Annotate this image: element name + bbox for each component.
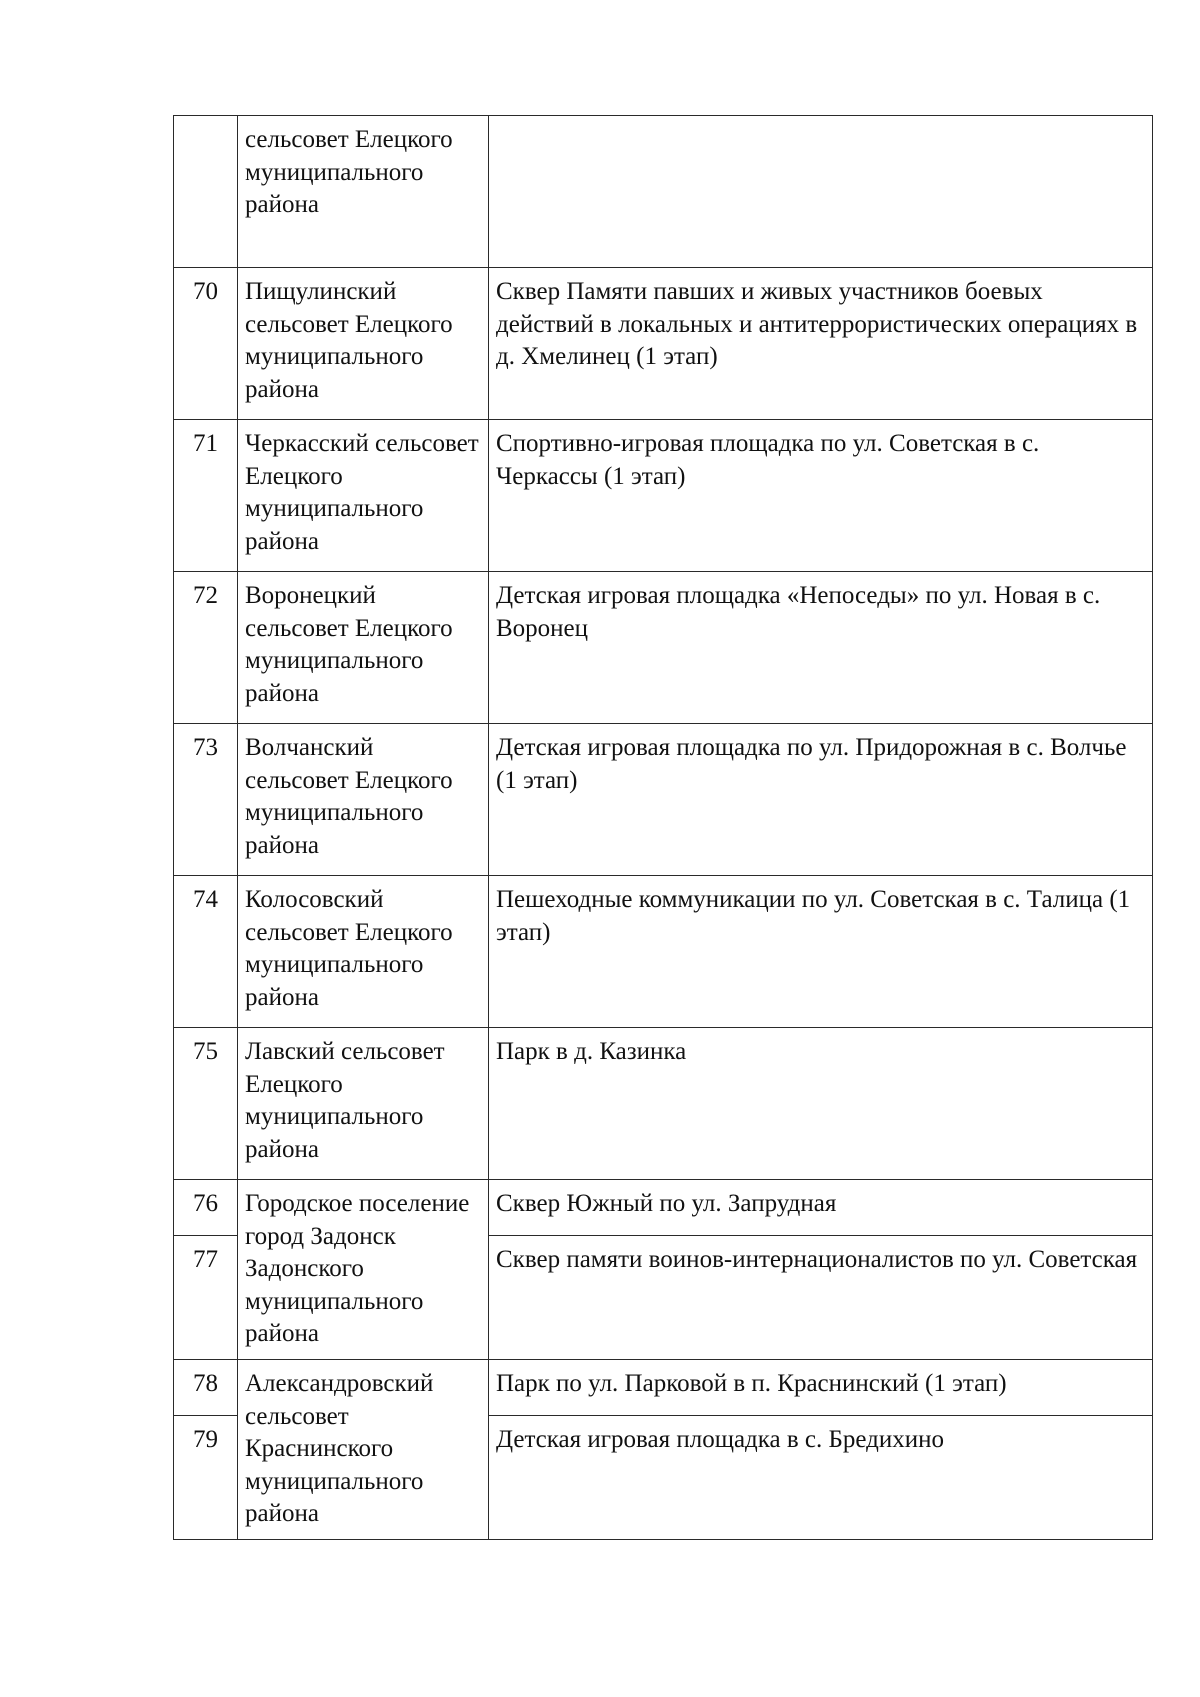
municipality-cell: Лавский сельсовет Елецкого муниципального района [238,1028,489,1180]
object-cell: Сквер Южный по ул. Запрудная [489,1180,1153,1236]
table-row [174,1359,1153,1415]
object-cell: Парк в д. Казинка [489,1028,1153,1180]
row-number: 70 [174,268,238,420]
row-number: 71 [174,420,238,572]
object-cell: Парк по ул. Парковой в п. Краснинский (1 этап) [489,1359,1153,1415]
row-number: 73 [174,724,238,876]
table-row [174,724,1153,876]
municipality-cell: Воронецкий сельсовет Елецкого муниципального района [238,572,489,724]
municipality-cell: сельсовет Елецкого муниципального района [238,116,489,268]
object-cell: Сквер памяти воинов-интернационалистов по ул. Советская [489,1235,1153,1359]
object-cell [489,116,1153,268]
row-number: 75 [174,1028,238,1180]
table-row [174,116,1153,268]
row-number: 78 [174,1359,238,1415]
municipality-cell: Волчанский сельсовет Елецкого муниципального района [238,724,489,876]
row-number: 76 [174,1180,238,1236]
row-number: 79 [174,1415,238,1539]
object-cell: Сквер Памяти павших и живых участников боевых действий в локальных и антитеррористических операциях в д. Хмелинец (1 этап) [489,268,1153,420]
table-row [174,1028,1153,1180]
row-number [174,116,238,268]
municipal-objects-table [173,115,1153,1540]
object-cell: Детская игровая площадка по ул. Придорожная в с. Волчье (1 этап) [489,724,1153,876]
municipality-cell: Черкасский сельсовет Елецкого муниципального района [238,420,489,572]
object-cell: Детская игровая площадка «Непоседы» по ул. Новая в с. Воронец [489,572,1153,724]
municipality-cell: Александровский сельсовет Краснинского муниципального района [238,1359,489,1539]
object-cell: Пешеходные коммуникации по ул. Советская в с. Талица (1 этап) [489,876,1153,1028]
table-row [174,268,1153,420]
municipality-cell: Колосовский сельсовет Елецкого муниципального района [238,876,489,1028]
row-number: 77 [174,1235,238,1359]
table-row [174,420,1153,572]
row-number: 72 [174,572,238,724]
object-cell: Детская игровая площадка в с. Бредихино [489,1415,1153,1539]
object-cell: Спортивно-игровая площадка по ул. Советская в с. Черкассы (1 этап) [489,420,1153,572]
row-number: 74 [174,876,238,1028]
table-row [174,572,1153,724]
table-row [174,1180,1153,1236]
municipality-cell: Городское поселение город Задонск Задонского муниципального района [238,1180,489,1360]
table-row [174,876,1153,1028]
municipality-cell: Пищулинский сельсовет Елецкого муниципального района [238,268,489,420]
